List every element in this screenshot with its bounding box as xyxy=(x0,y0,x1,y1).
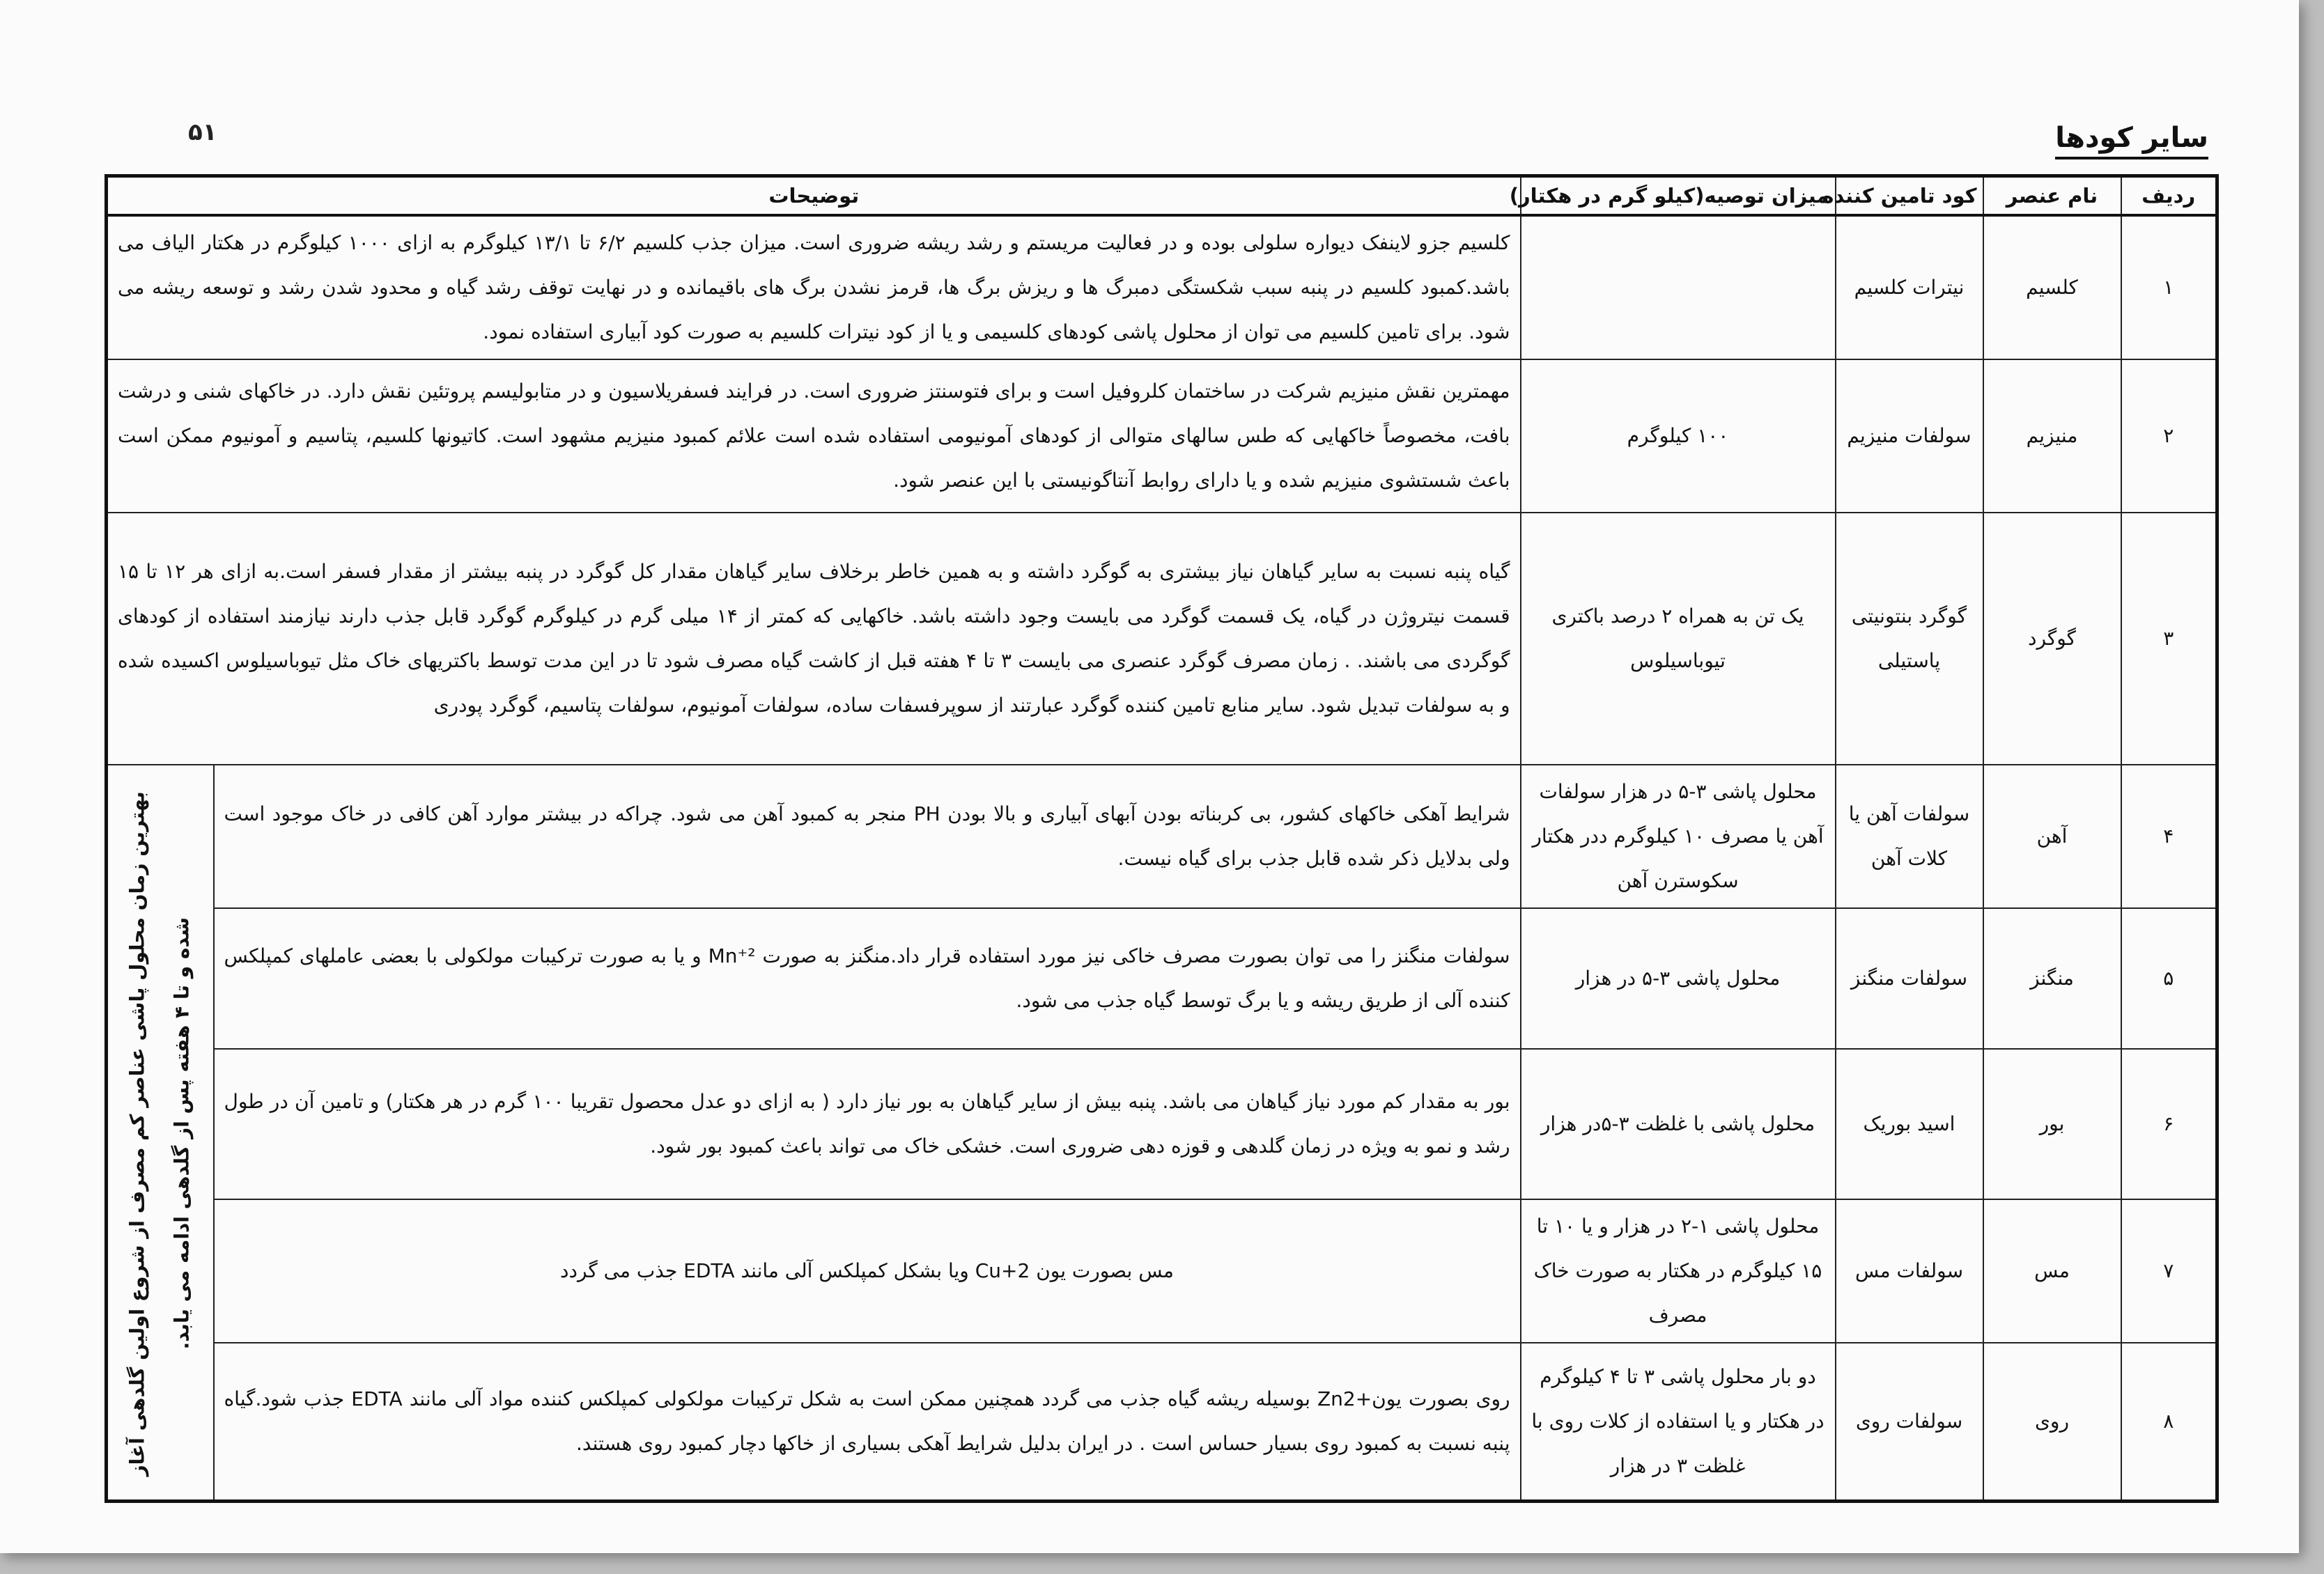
element-name: آهن xyxy=(1983,765,2121,908)
header-source: کود تامین کننده xyxy=(1836,176,1983,216)
table-row xyxy=(107,1199,2217,1343)
row-number: ۸ xyxy=(2121,1343,2217,1502)
table-row xyxy=(107,1343,2217,1502)
fertilizer-source: سولفات منیزیم xyxy=(1836,359,1983,513)
fertilizer-source: گوگرد بنتونیتی پاستیلی xyxy=(1836,513,1983,765)
recommended-rate: محلول پاشی با غلظت ۳-۵در هزار xyxy=(1521,1049,1836,1199)
description: گیاه پنبه نسبت به سایر گیاهان نیاز بیشتری به گوگرد داشته و به همین خاطر برخلاف سایر گیاهان مقدار کل گوگرد در پنبه بیشتر از مقدار فسفر است.به ازای هر ۱۲ تا ۱۵ قسمت نیتروژن در گیاه، یک قسمت گوگرد می بایست وجود داشته باشد. خاکهایی که کمتر از ۱۴ میلی گرم در کیلوگرم گوگرد قابل جذب دارند نیازمند استفاده از کودهای گوگردی می باشند. . زمان مصرف گوگرد عنصری می بایست ۳ تا ۴ هفته قبل از کاشت گیاه مصرف شود تا در این مدت توسط باکتریهای خاک مثل تیوباسیلوس اکسیده شده و به سولفات تبدیل شود. سایر منابع تامین کننده گوگرد عبارتند از سوپرفسفات ساده، سولفات آمونیوم، سولفات پتاسیم، گوگرد پودری xyxy=(107,513,1521,765)
header-row-number: ردیف xyxy=(2121,176,2217,216)
description: کلسیم جزو لاینفک دیواره سلولی بوده و در فعالیت مریستم و رشد ریشه ضروری است. میزان جذب کلسیم ۶/۲ تا ۱۳/۱ کیلوگرم به ازای ۱۰۰۰ کیلوگرم در هکتار الیاف می باشد.کمبود کلسیم در پنبه سبب شکستگی دمبرگ ها و ریزش برگ ها، قرمز نشدن برگ های باقیمانده و در نهایت توقف رشد گیاه و محدود شدن رشد و توسعه ریشه می شود. برای تامین کلسیم می توان از محلول پاشی کودهای کلسیمی و یا از کود نیترات کلسیم به صورت کود آبیاری استفاده نمود. xyxy=(107,215,1521,359)
fertilizer-source: سولفات منگنز xyxy=(1836,908,1983,1049)
row-number: ۶ xyxy=(2121,1049,2217,1199)
description: سولفات منگنز را می توان بصورت مصرف خاکی نیز مورد استفاده قرار داد.منگنز به صورت Mn⁺² و یا به صورت ترکیبات مولکولی با بعضی عاملهای کمپلکس کننده آلی از طریق ریشه و یا برگ توسط گیاه جذب می شود. xyxy=(214,908,1521,1049)
fertilizer-source: اسید بوریک xyxy=(1836,1049,1983,1199)
table-row xyxy=(107,215,2217,359)
element-name: گوگرد xyxy=(1983,513,2121,765)
description: روی بصورت یون+Zn2 بوسیله ریشه گیاه جذب می گردد همچنین ممکن است به شکل ترکیبات مولکولی کمپلکس کننده مواد آلی مانند EDTA جذب شود.گیاه پنبه نسبت به کمبود روی بسیار حساس است . در ایران بدلیل شرایط آهکی بسیاری از خاکها دچار کمبود روی هستند. xyxy=(214,1343,1521,1502)
section-title: سایر کودها xyxy=(2055,122,2208,159)
row-number: ۱ xyxy=(2121,215,2217,359)
recommended-rate xyxy=(1521,215,1836,359)
recommended-rate: محلول پاشی ۳-۵ در هزار سولفات آهن یا مصرف ۱۰ کیلوگرم ددر هکتار سکوسترن آهن xyxy=(1521,765,1836,908)
table-row xyxy=(107,513,2217,765)
row-number: ۲ xyxy=(2121,359,2217,513)
row-number: ۴ xyxy=(2121,765,2217,908)
description: مهمترین نقش منیزیم شرکت در ساختمان کلروفیل است و برای فتوسنتز ضروری است. در فرایند فسفریلاسیون و در متابولیسم پروتئین نقش دارد. در خاکهای شنی و درشت بافت، مخصوصاً خاکهایی که طس سالهای متوالی از کودهای آمونیومی استفاده شده است علائم کمبود منیزیم مشهود است. کاتیونها کلسیم، پتاسیم و آمونیوم ممکن است باعث شستشوی منیزیم شده و یا دارای روابط آنتاگونیستی با این عنصر شود. xyxy=(107,359,1521,513)
fertilizer-table-container xyxy=(104,174,2215,1503)
row-number: ۵ xyxy=(2121,908,2217,1049)
recommended-rate: یک تن به همراه ۲ درصد باکتری تیوباسیلوس xyxy=(1521,513,1836,765)
header-rate: میزان توصیه(کیلو گرم در هکتار) xyxy=(1521,176,1836,216)
fertilizer-source: سولفات مس xyxy=(1836,1199,1983,1343)
element-name: کلسیم xyxy=(1983,215,2121,359)
element-name: منیزیم xyxy=(1983,359,2121,513)
element-name: منگنز xyxy=(1983,908,2121,1049)
description: بور به مقدار کم مورد نیاز گیاهان می باشد. پنبه بیش از سایر گیاهان به بور نیاز دارد ( به ازای دو عدل محصول تقریبا ۱۰۰ گرم در هر هکتار) و تامین آن در طول رشد و نمو به ویژه در زمان گلدهی و قوزه دهی ضروری است. خشکی خاک می تواند باعث کمبود بور شود. xyxy=(214,1049,1521,1199)
header-element: نام عنصر xyxy=(1983,176,2121,216)
element-name: روی xyxy=(1983,1343,2121,1502)
page-number: ۵۱ xyxy=(188,118,217,146)
description: شرایط آهکی خاکهای کشور، بی کربناته بودن آبهای آبیاری و بالا بودن PH منجر به کمبود آهن می شود. چراکه در بیشتر موارد آهن کافی در خاک موجود است ولی بدلایل ذکر شده قابل جذب برای گیاه نیست. xyxy=(214,765,1521,908)
fertilizer-source: سولفات آهن یا کلات آهن xyxy=(1836,765,1983,908)
fertilizer-source: سولفات روی xyxy=(1836,1343,1983,1502)
table-row xyxy=(107,1049,2217,1199)
header-description: توضیحات xyxy=(107,176,1521,216)
description: مس بصورت یون Cu+2 ویا بشکل کمپلکس آلی مانند EDTA جذب می گردد xyxy=(214,1199,1521,1343)
element-name: بور xyxy=(1983,1049,2121,1199)
row-number: ۷ xyxy=(2121,1199,2217,1343)
table-header-row xyxy=(107,176,2217,216)
fertilizer-source: نیترات کلسیم xyxy=(1836,215,1983,359)
recommended-rate: محلول پاشی ۱-۲ در هزار و یا ۱۰ تا ۱۵ کیلوگرم در هکتار به صورت خاک مصرف xyxy=(1521,1199,1836,1343)
side-note: بهترین زمان محلول پاشی عناصر کم مصرف از شروع اولین گلدهی آغاز شده و تا ۴ هفته پس از گلدهی ادامه می یابد. xyxy=(107,765,214,1502)
table-row xyxy=(107,765,2217,908)
fertilizer-table xyxy=(104,174,2219,1503)
recommended-rate: محلول پاشی ۳-۵ در هزار xyxy=(1521,908,1836,1049)
row-number: ۳ xyxy=(2121,513,2217,765)
element-name: مس xyxy=(1983,1199,2121,1343)
table-row xyxy=(107,908,2217,1049)
recommended-rate: ۱۰۰ کیلوگرم xyxy=(1521,359,1836,513)
table-row xyxy=(107,359,2217,513)
recommended-rate: دو بار محلول پاشی ۳ تا ۴ کیلوگرم در هکتار و یا استفاده از کلات روی با غلظت ۳ در هزار xyxy=(1521,1343,1836,1502)
